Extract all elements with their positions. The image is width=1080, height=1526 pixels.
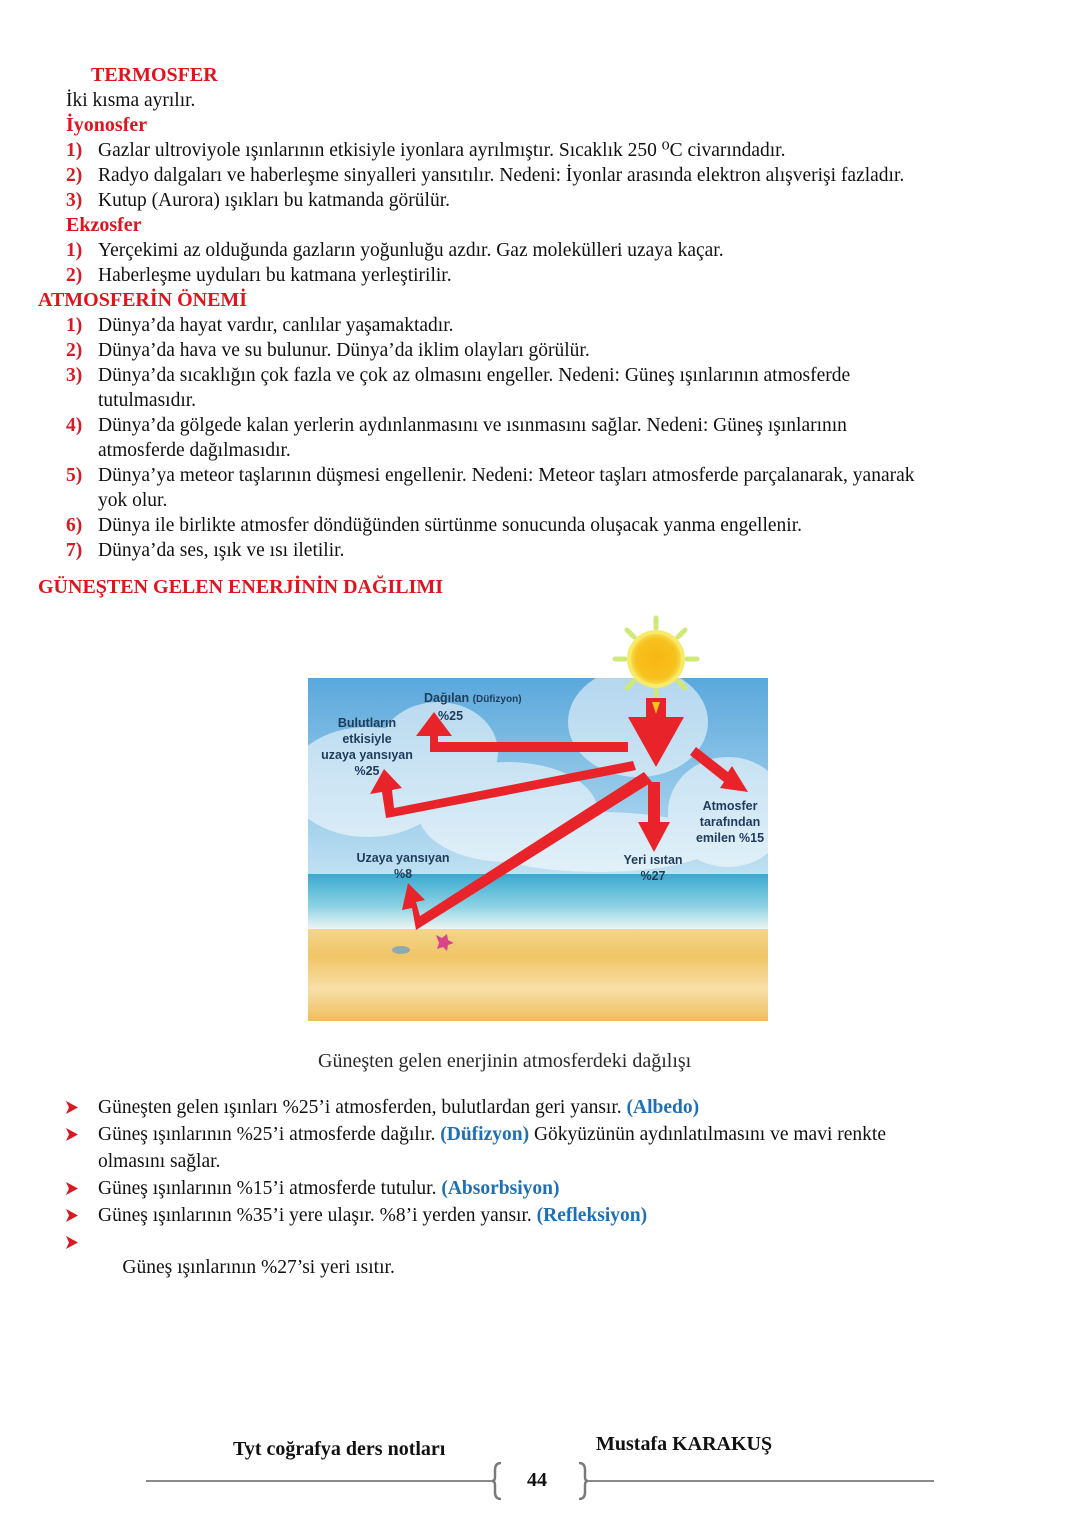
arrow-bullet-icon	[66, 1122, 78, 1141]
label-atm-l2: tarafından	[699, 815, 761, 829]
label-bulut-l2: etkisiyle	[342, 732, 392, 746]
footer-author: Mustafa KARAKUŞ	[596, 1433, 773, 1455]
bullet-term: (Albedo)	[626, 1097, 700, 1118]
list-number: 2)	[66, 165, 83, 186]
list-number: 2)	[66, 265, 83, 286]
footer-course-title: Tyt coğrafya ders notları	[233, 1438, 446, 1460]
list-number: 3)	[66, 365, 83, 386]
arrow-bullet-icon	[66, 1230, 78, 1249]
list-item: Haberleşme uyduları bu katmana yerleştirilir.	[98, 265, 452, 286]
section-title-atmosfer-onemi: ATMOSFERİN ÖNEMİ	[38, 289, 248, 311]
bullet-term: (Refleksiyon)	[536, 1205, 648, 1226]
termosfer-intro: İki kısma ayrılır.	[66, 90, 196, 111]
list-number: 7)	[66, 540, 83, 561]
list-item-continued: olmasını sağlar.	[98, 1151, 221, 1172]
label-yeri-pct: %27	[640, 869, 666, 883]
label-bulut-l3: uzaya yansıyan	[321, 748, 413, 762]
page-number: 44	[527, 1469, 547, 1491]
label-yeri-l1: Yeri ısıtan	[623, 853, 683, 867]
list-item: Dünya’da sıcaklığın çok fazla ve çok az olmasını engeller. Nedeni: Güneş ışınlarının atmosferde	[98, 365, 851, 386]
list-item: Dünya’da ses, ışık ve ısı iletilir.	[98, 540, 345, 561]
label-dagilan-sub: (Düfizyon)	[472, 694, 522, 705]
arrow-bullet-icon	[66, 1176, 78, 1195]
list-item: Dünya’da gölgede kalan yerlerin aydınlanmasını ve ısınmasını sağlar. Nedeni: Güneş ışınlarının	[98, 415, 847, 436]
label-dagilan	[424, 690, 522, 724]
list-number: 6)	[66, 515, 83, 536]
list-item	[98, 1122, 886, 1147]
label-bulut	[312, 715, 422, 779]
list-item	[98, 1230, 395, 1305]
label-bulut-pct: %25	[354, 764, 380, 778]
list-number: 4)	[66, 415, 83, 436]
bullet-rest: Gökyüzünün aydınlatılmasını ve mavi renkte	[529, 1124, 886, 1145]
list-item-continued: tutulmasıdır.	[98, 390, 197, 411]
arrow-bullet-icon	[66, 1095, 78, 1114]
list-number: 3)	[66, 190, 83, 211]
energy-distribution-diagram	[308, 612, 770, 1024]
subsection-title-ekzosfer: Ekzosfer	[66, 214, 142, 236]
arrow-bullet-icon	[66, 1203, 78, 1222]
subsection-title-iyonosfer: İyonosfer	[66, 114, 148, 136]
figure-caption: Güneşten gelen enerjinin atmosferdeki dağılışı	[318, 1050, 692, 1072]
bullet-term: (Düfizyon)	[440, 1124, 530, 1145]
list-number: 1)	[66, 140, 83, 161]
label-dagilan-text: Dağılan	[424, 691, 470, 705]
label-atmosfer	[690, 798, 770, 846]
list-number: 1)	[66, 315, 83, 336]
list-item	[98, 1095, 699, 1120]
left-brace-icon	[492, 1462, 502, 1500]
bullet-text: Güneşten gelen ışınları %25’i atmosferden, bulutlardan geri yansır.	[98, 1097, 627, 1118]
list-item-continued: yok olur.	[98, 490, 168, 511]
list-item: Dünya’ya meteor taşlarının düşmesi engellenir. Nedeni: Meteor taşları atmosferde parçalanarak, yanarak	[98, 465, 915, 486]
list-item: Dünya’da hayat vardır, canlılar yaşamaktadır.	[98, 315, 454, 336]
list-item	[98, 1176, 559, 1201]
bullet-text: Güneş ışınlarının %27’si yeri ısıtır.	[117, 1257, 395, 1278]
label-atm-l3: emilen %15	[695, 831, 765, 845]
footer-divider-right	[588, 1480, 934, 1482]
right-brace-icon	[578, 1462, 588, 1500]
list-item: Gazlar ultroviyole ışınlarının etkisiyle iyonlara ayrılmıştır. Sıcaklık 250 ⁰C civarındadır.	[98, 140, 786, 161]
footer-divider-left	[146, 1480, 494, 1482]
list-item: Radyo dalgaları ve haberleşme sinyalleri yansıtılır. Nedeni: İyonlar arasında elektron alışverişi fazladır.	[98, 165, 905, 186]
list-item-continued: atmosferde dağılmasıdır.	[98, 440, 291, 461]
section-title-termosfer: TERMOSFER	[91, 64, 218, 86]
bullet-term: (Absorbsiyon)	[441, 1178, 560, 1199]
label-uzaya	[348, 850, 458, 882]
list-item	[98, 1203, 647, 1228]
list-number: 1)	[66, 240, 83, 261]
label-yeri	[613, 852, 693, 884]
sun-icon	[615, 618, 697, 700]
label-atm-l1: Atmosfer	[702, 799, 758, 813]
bullet-text: Güneş ışınlarının %15’i atmosferde tutulur.	[98, 1178, 442, 1199]
label-dagilan-pct: %25	[438, 709, 464, 723]
list-item: Yerçekimi az olduğunda gazların yoğunluğu azdır. Gaz molekülleri uzaya kaçar.	[98, 240, 724, 261]
label-uzaya-l1: Uzaya yansıyan	[356, 851, 450, 865]
list-number: 2)	[66, 340, 83, 361]
list-item: Dünya ile birlikte atmosfer döndüğünden sürtünme sonucunda oluşacak yanma engellenir.	[98, 515, 802, 536]
bullet-text: Güneş ışınlarının %25’i atmosferde dağılır.	[98, 1124, 441, 1145]
list-item: Dünya’da hava ve su bulunur. Dünya’da iklim olayları görülür.	[98, 340, 590, 361]
list-number: 5)	[66, 465, 83, 486]
bullet-text: Güneş ışınlarının %35’i yere ulaşır. %8’i yerden yansır.	[98, 1205, 537, 1226]
list-item: Kutup (Aurora) ışıkları bu katmanda görülür.	[98, 190, 450, 211]
label-bulut-l1: Bulutların	[337, 716, 397, 730]
label-uzaya-pct: %8	[393, 867, 413, 881]
section-title-enerji-dagilimi: GÜNEŞTEN GELEN ENERJİNİN DAĞILIMI	[38, 576, 444, 598]
